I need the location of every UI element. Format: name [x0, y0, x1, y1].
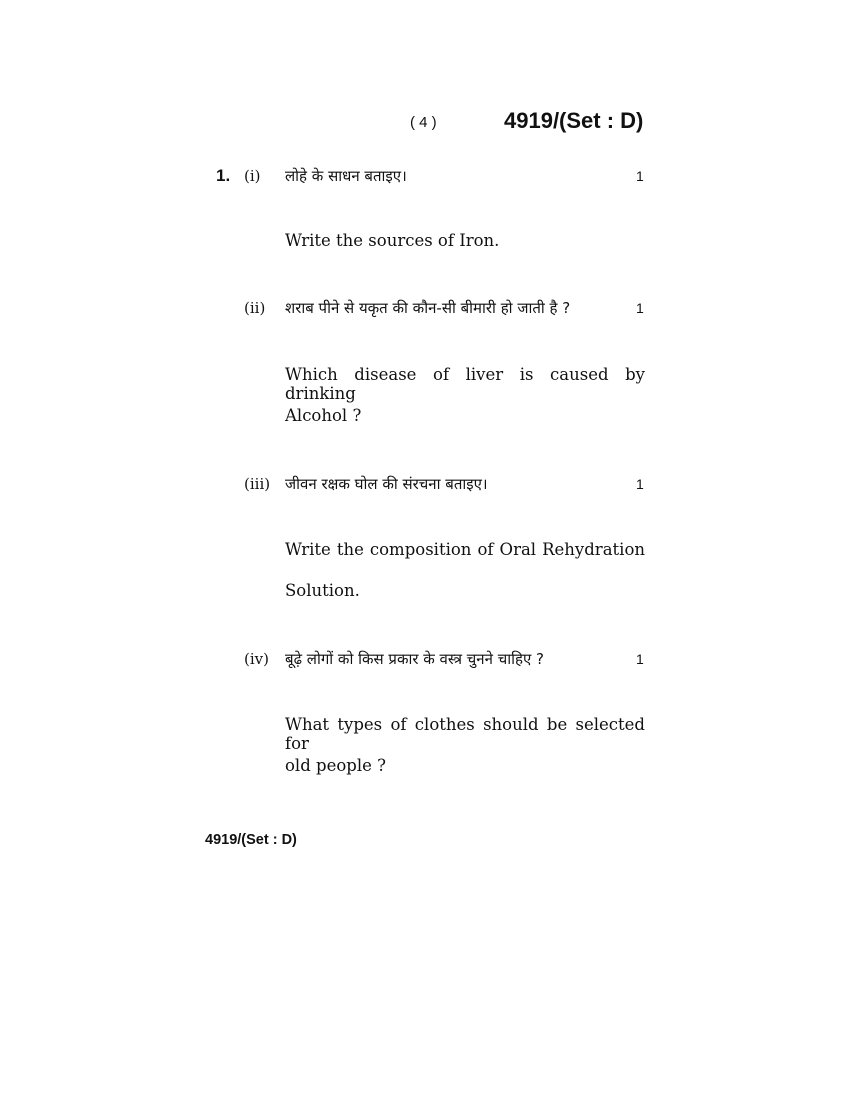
part-ii-hindi-text: शराब पीने से यकृत की कौन-सी बीमारी हो जाती है ? — [285, 299, 571, 317]
paper-code-header: 4919/(Set : D) — [504, 108, 644, 133]
part-label-iv: (iv) — [244, 650, 269, 668]
part-label-iii: (iii) — [244, 475, 271, 493]
part-i-marks: 1 — [636, 168, 644, 184]
part-iii-marks: 1 — [636, 476, 644, 492]
part-iv-hindi-text: बूढ़े लोगों को किस प्रकार के वस्त्र चुनने चाहिए ? — [285, 650, 545, 668]
part-iv-marks: 1 — [636, 651, 644, 667]
part-ii-marks: 1 — [636, 300, 644, 316]
part-ii-english-line-2: Alcohol ? — [285, 406, 362, 425]
part-iii-english-line-2: Solution. — [285, 581, 360, 600]
part-i-hindi-text: लोहे के साधन बताइए। — [285, 167, 407, 185]
part-iv-english-line-1: What types of clothes should be selected for — [285, 715, 645, 753]
page-number: ( 4 ) — [410, 114, 437, 131]
part-iv-english-line-2: old people ? — [285, 756, 386, 775]
part-ii-english-line-1: Which disease of liver is caused by drinking — [285, 365, 645, 403]
part-label-ii: (ii) — [244, 299, 266, 317]
question-number: 1. — [216, 166, 231, 185]
part-i-english-text: Write the sources of Iron. — [285, 231, 500, 250]
part-iii-english-line-1: Write the composition of Oral Rehydration — [285, 540, 645, 559]
paper-code-footer: 4919/(Set : D) — [205, 832, 297, 848]
part-label-i: (i) — [244, 167, 261, 185]
part-iii-hindi-text: जीवन रक्षक घोल की संरचना बताइए। — [285, 475, 488, 493]
